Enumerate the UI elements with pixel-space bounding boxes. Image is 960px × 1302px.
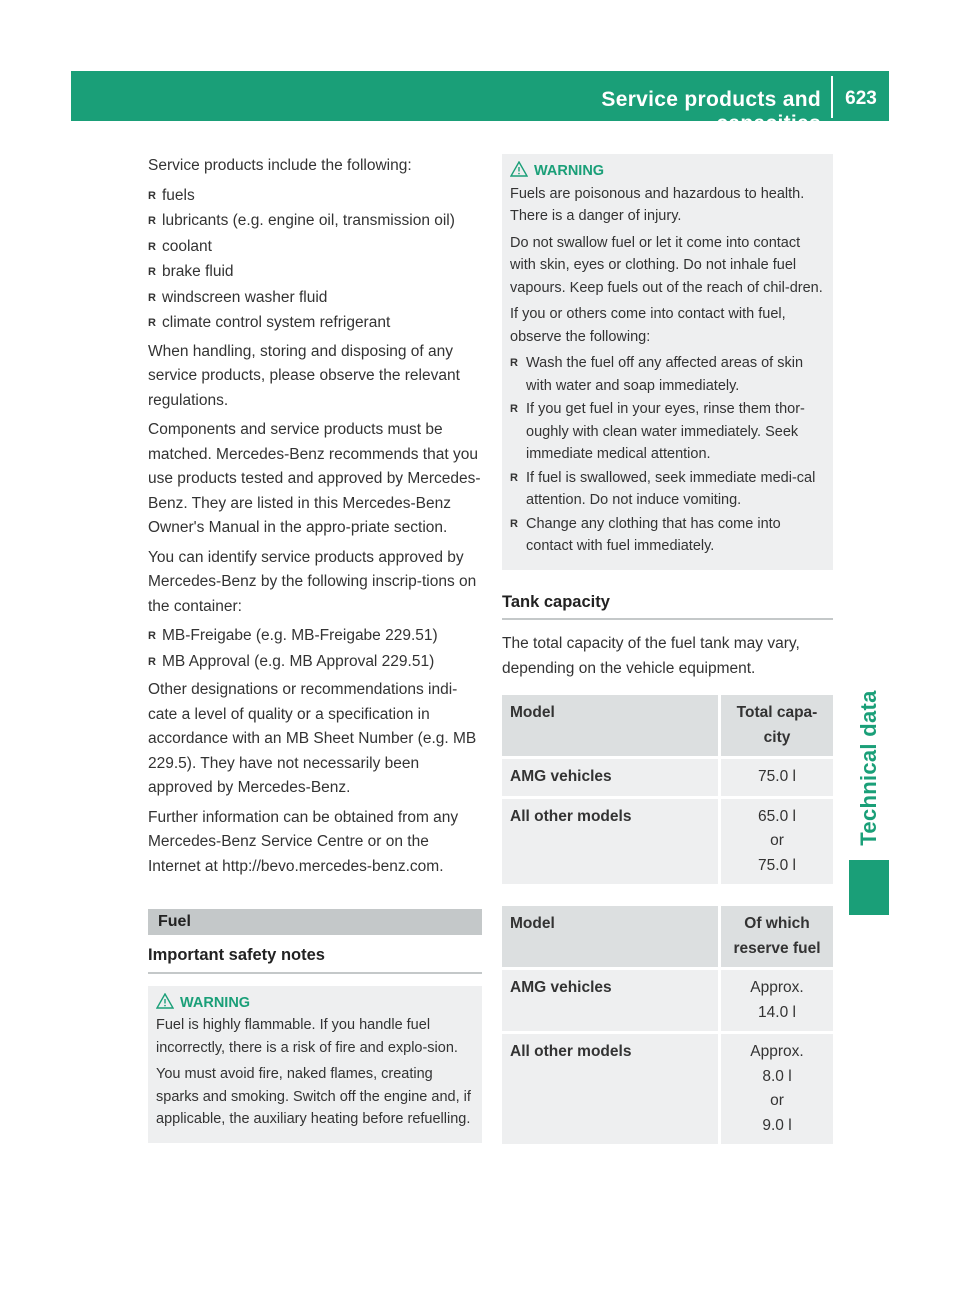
bullet-icon: R — [510, 357, 518, 369]
warning-text: Fuel is highly flammable. If you handle fuel incorrectly, there is a risk of fire and explo-sion. — [156, 1017, 458, 1056]
list-item: R If you get fuel in your eyes, rinse them thor-oughly with clean water immediately. Seek immediate medical attention. — [510, 398, 825, 466]
table-cell-model: AMG vehicles — [502, 970, 718, 1031]
bullet-icon: R — [148, 655, 156, 668]
warning-triangle-icon — [156, 993, 174, 1009]
page-number: 623 — [845, 88, 877, 109]
table-header-model: Model — [502, 906, 718, 967]
warning-text: Do not swallow fuel or let it come into contact with skin, eyes or clothing. Do not inhale fuel vapours. Keep fuels out of the reach of chil-dren. — [510, 234, 823, 296]
bullet-icon: R — [510, 517, 518, 530]
intro-text: Service products include the following: — [148, 157, 412, 174]
page-title: Service products and capacities — [601, 88, 821, 135]
other-designations-paragraph: Other designations or recommendations indi-cate a level of quality or a specification in accordance with an MB Sheet Number (e.g. MB 229.5). They have not necessarily been approved by Mercedes-Benz. — [148, 681, 477, 796]
bullet-icon: R — [148, 240, 156, 253]
bullet-icon: R — [148, 266, 156, 278]
section-title-fuel: Fuel — [148, 909, 482, 935]
header-divider — [831, 76, 833, 118]
warning-header: WARNING — [156, 992, 474, 1015]
bullet-icon: R — [148, 291, 156, 304]
warning-box-flammable — [148, 986, 482, 1143]
list-item: R climate control system refrigerant — [148, 311, 482, 336]
table-cell-value: 65.0 l or 75.0 l — [721, 799, 833, 885]
chapter-label: Technical data — [856, 690, 881, 846]
further-info-paragraph: Further information can be obtained from any Mercedes-Benz Service Centre or on the Internet at http://bevo.mercedes-benz.com. — [148, 808, 459, 875]
table-header-capacity: Total capa-city — [721, 695, 833, 756]
right-column — [502, 154, 833, 1147]
table-row — [502, 970, 833, 1031]
table-header-row — [502, 695, 833, 756]
table-cell-model: All other models — [502, 1034, 718, 1144]
bullet-icon: R — [510, 471, 518, 484]
list-item: R lubricants (e.g. engine oil, transmission oil) — [148, 209, 482, 234]
safety-notes-heading: Important safety notes — [148, 943, 482, 974]
bullet-icon: R — [148, 317, 156, 329]
table-row — [502, 759, 833, 796]
table-header-row — [502, 906, 833, 967]
left-column — [148, 154, 482, 1143]
warning-text: You must avoid fire, naked flames, creating sparks and smoking. Switch off the engine and, if applicable, the auxiliary heating before refuelling. — [156, 1066, 471, 1127]
warning-triangle-icon — [510, 161, 528, 177]
warning-text: Fuels are poisonous and hazardous to health. There is a danger of injury. — [510, 185, 805, 224]
list-item: R MB Approval (e.g. MB Approval 229.51) — [148, 650, 482, 675]
table-cell-value: Approx. 14.0 l — [721, 970, 833, 1031]
list-item: R Change any clothing that has come into contact with fuel immediately. — [510, 513, 825, 558]
table-row — [502, 1034, 833, 1144]
warning-header: WARNING — [510, 160, 825, 183]
components-paragraph: Components and service products must be matched. Mercedes-Benz recommends that you use products tested and approved by Mercedes-Benz. They are listed in this Mercedes-Benz Owner's Manual in the appro-priate section. — [148, 421, 481, 536]
warning-text: If you or others come into contact with fuel, observe the following: — [510, 306, 786, 345]
warning-box-poisonous — [502, 154, 833, 570]
bullet-icon: R — [148, 630, 156, 642]
list-item: R MB-Freigabe (e.g. MB-Freigabe 229.51) — [148, 624, 482, 649]
first-aid-list — [510, 352, 825, 558]
approvals-list — [148, 624, 482, 674]
identify-paragraph: You can identify service products approved by Mercedes-Benz by the following inscrip-tions on the container: — [148, 548, 477, 615]
chapter-tab-marker — [849, 860, 889, 915]
total-capacity-table — [502, 695, 833, 884]
table-cell-model: All other models — [502, 799, 718, 885]
table-cell-model: AMG vehicles — [502, 759, 718, 796]
list-item: R fuels — [148, 184, 482, 209]
bullet-icon: R — [510, 403, 518, 415]
tank-capacity-heading: Tank capacity — [502, 590, 833, 621]
list-item: R coolant — [148, 235, 482, 260]
bullet-icon: R — [148, 215, 156, 227]
table-header-model: Model — [502, 695, 718, 756]
table-cell-value: Approx. 8.0 l or 9.0 l — [721, 1034, 833, 1144]
list-item: R brake fluid — [148, 260, 482, 285]
list-item: R If fuel is swallowed, seek immediate medi-cal attention. Do not induce vomiting. — [510, 467, 825, 512]
handling-paragraph: When handling, storing and disposing of any service products, please observe the relevant regulations. — [148, 342, 460, 409]
list-item: R Wash the fuel off any affected areas of skin with water and soap immediately. — [510, 352, 825, 397]
bullet-icon: R — [148, 189, 156, 202]
tank-capacity-text: The total capacity of the fuel tank may vary, depending on the vehicle equipment. — [502, 635, 800, 677]
reserve-fuel-table — [502, 906, 833, 1144]
table-header-reserve: Of which reserve fuel — [721, 906, 833, 967]
table-cell-value: 75.0 l — [721, 759, 833, 796]
service-products-list — [148, 184, 482, 336]
table-row — [502, 799, 833, 885]
list-item: R windscreen washer fluid — [148, 286, 482, 311]
